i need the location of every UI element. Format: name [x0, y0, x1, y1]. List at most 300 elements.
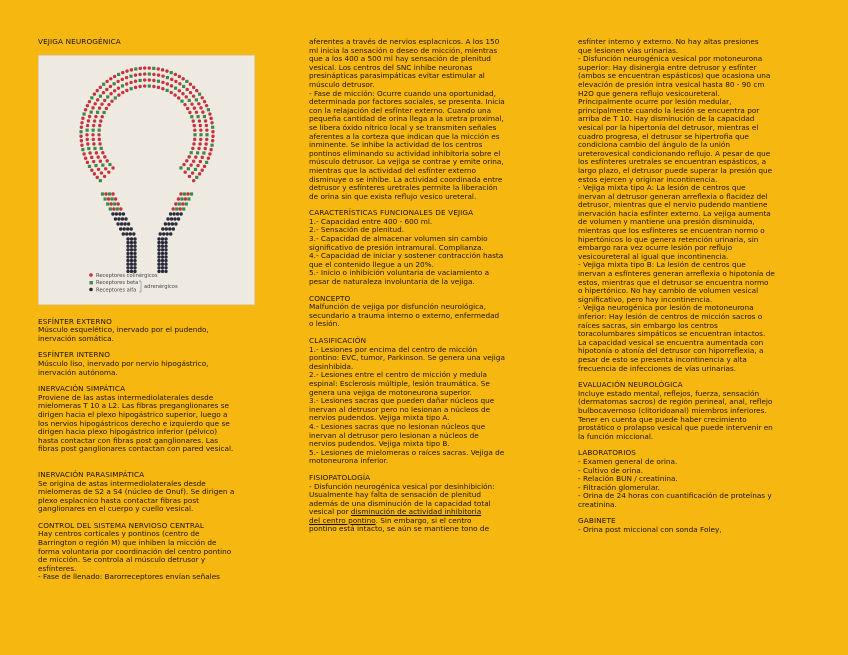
parasimpatica-heading: INERVACIÓN PARASIMPÁTICA — [38, 469, 145, 479]
beta-receptor-dot — [195, 175, 198, 178]
cholinergic-receptor-dot — [174, 202, 177, 205]
cholinergic-receptor-dot — [96, 89, 99, 92]
alpha-receptor-dot — [133, 262, 136, 265]
column-2 — [309, 38, 541, 542]
cholinergic-receptor-dot — [82, 152, 85, 155]
alpha-receptor-dot — [129, 232, 132, 235]
text-line: - Relación BUN / creatinina. — [578, 474, 678, 484]
section-concepto — [309, 295, 541, 329]
text-line: presinápticas parasimpáticas evitar estimular al — [309, 71, 485, 81]
cholinergic-receptor-dot — [148, 78, 151, 81]
cholinergic-receptor-dot — [105, 87, 108, 90]
cholinergic-receptor-dot — [177, 96, 180, 99]
cholinergic-receptor-dot — [85, 133, 88, 136]
text-line: 1.- Capacidad entre 400 - 600 ml. — [309, 216, 433, 226]
beta-receptor-dot — [197, 115, 200, 118]
beta-receptor-dot — [81, 148, 84, 151]
text-line: espinal: Esclerosis múltiple, lesión traumática. Se — [309, 378, 490, 388]
cholinergic-receptor-dot — [105, 159, 108, 162]
cholinergic-receptor-dot — [87, 119, 90, 122]
beta-receptor-dot — [114, 96, 117, 99]
text-line: - Disfunción neurogénica vesical por desinhibición: — [309, 481, 495, 491]
column-3 — [578, 38, 811, 543]
cholinergic-receptor-dot — [195, 89, 198, 92]
beta-receptor-dot — [79, 130, 82, 133]
beta-receptor-dot — [148, 84, 151, 87]
text-line: - Vejiga mixta tipo A: La lesión de centros que — [578, 183, 746, 193]
cholinergic-receptor-dot — [198, 172, 201, 175]
cholinergic-receptor-dot — [199, 137, 202, 140]
beta-receptor-dot — [98, 128, 101, 131]
text-line: superior: Hay disinergia entre detrusor y esfínter — [578, 62, 757, 72]
text-line: 3.- Capacidad de almacenar volumen sin cambio — [309, 234, 488, 244]
clasificacion-heading: CLASIFICACIÓN — [309, 336, 367, 345]
alpha-receptor-dot — [164, 237, 167, 240]
text-line: inervación somática. — [38, 333, 114, 343]
receptor-dots — [79, 66, 214, 273]
cholinergic-receptor-dot — [98, 137, 101, 140]
beta-receptor-dot — [101, 163, 104, 166]
text-line: hipertónicos lo que genera retención urinaria, sin — [578, 234, 759, 244]
cholinergic-receptor-dot — [143, 66, 146, 69]
alpha-receptor-dot — [118, 212, 121, 215]
text-line: - Orina de 24 horas con cuantificación de proteínas y — [578, 491, 772, 501]
cholinergic-receptor-dot — [207, 156, 210, 159]
text-line: con la relajación del esfínter externo. Cuando una — [309, 105, 492, 115]
cholinergic-receptor-dot — [189, 82, 192, 85]
text-line: dirigen hacia el plexo hipogástrico superior, luego a — [38, 409, 228, 419]
cholinergic-receptor-dot — [80, 139, 83, 142]
cholinergic-receptor-dot — [92, 142, 95, 145]
cholinergic-receptor-dot — [200, 168, 203, 171]
beta-receptor-dot — [190, 151, 193, 154]
alpha-receptor-dot — [125, 232, 128, 235]
cholinergic-receptor-dot — [99, 85, 102, 88]
beta-receptor-dot — [183, 192, 186, 195]
text-line: significativo, pero hay incontinencia. — [578, 294, 713, 304]
cholinergic-receptor-dot — [97, 155, 100, 158]
alpha-receptor-dot — [122, 212, 125, 215]
beta-receptor-dot — [99, 179, 102, 182]
cholinergic-receptor-dot — [80, 121, 83, 124]
cholinergic-receptor-dot — [143, 84, 146, 87]
cholinergic-receptor-dot — [109, 77, 112, 80]
alpha-receptor-dot — [130, 258, 133, 261]
text-line: dirigen hacia plexo hipogástrico inferior (pélvico) — [38, 427, 218, 437]
laboratorios-heading: LABORATORIOS — [578, 448, 637, 458]
text-line: de orina sin que exista reflujo vesico ureteral. — [309, 191, 477, 201]
cholinergic-receptor-dot — [94, 114, 97, 117]
alpha-receptor-dot — [168, 227, 171, 230]
text-line: 2.- Sensación de plenitud. — [309, 225, 405, 235]
cholinergic-receptor-dot — [88, 100, 91, 103]
cholinergic-receptor-dot — [86, 137, 89, 140]
evaluacion-heading: EVALUACIÓN NEUROLÓGICA — [578, 380, 683, 390]
cholinergic-receptor-dot — [193, 137, 196, 140]
cholinergic-receptor-dot — [88, 114, 91, 117]
section-esfinter-externo — [38, 318, 272, 344]
text-line: vesical. Los centros del SNC inhibe neuronas — [309, 62, 473, 72]
section-esfinter-interno — [38, 351, 272, 377]
text-line: frecuencia de infecciones de vías urinarias. — [578, 363, 737, 373]
beta-receptor-dot — [111, 197, 114, 200]
alpha-receptor-dot — [169, 212, 172, 215]
alpha-receptor-dot — [161, 248, 164, 251]
alpha-receptor-dot — [164, 269, 167, 272]
cholinergic-receptor-dot — [188, 174, 191, 177]
alpha-receptor-dot — [130, 255, 133, 258]
cholinergic-receptor-dot — [121, 90, 124, 93]
cholinergic-receptor-dot — [194, 155, 197, 158]
alpha-receptor-dot — [116, 222, 119, 225]
cholinergic-receptor-dot — [198, 119, 201, 122]
beta-receptor-dot — [130, 87, 133, 90]
cholinergic-receptor-dot — [183, 103, 186, 106]
beta-receptor-dot — [92, 128, 95, 131]
alpha-receptor-dot — [157, 255, 160, 258]
alpha-receptor-dot — [124, 217, 127, 220]
cholinergic-receptor-dot — [105, 79, 108, 82]
beta-receptor-dot — [187, 197, 190, 200]
cholinergic-receptor-dot — [113, 89, 116, 92]
cholinergic-receptor-dot — [91, 106, 94, 109]
alpha-receptor-dot — [133, 258, 136, 261]
beta-receptor-dot — [113, 202, 116, 205]
text-line: inervación hacia esfínter externo. La vejiga aumenta — [578, 208, 771, 218]
text-line: esfínter interno y externo. No hay altas presiones — [578, 37, 759, 46]
alpha-receptor-dot — [166, 232, 169, 235]
text-line: principalmente cuando la lesión se encuentra por — [578, 105, 760, 115]
text-line: (dermatomas sacros) de región perineal, anal, reflejo — [578, 397, 773, 407]
cholinergic-legend-icon — [89, 273, 93, 277]
section-laboratorios — [578, 449, 811, 509]
text-line: Malfunción de vejiga por disfunción neurológica, — [309, 302, 486, 312]
section-disfunciones — [578, 38, 811, 373]
alpha-receptor-dot — [126, 244, 129, 247]
cholinergic-receptor-dot — [199, 159, 202, 162]
text-line: determinada por factores sociales, se presenta. Inicia — [309, 97, 505, 107]
text-line: detrusor, mientras que el nervio pudendo mantiene — [578, 200, 768, 210]
text-line: inervan al detrusor pero lesionan a núcleos de — [309, 430, 479, 440]
text-line: 2.- Lesiones entre el centro de micción y medula — [309, 370, 487, 380]
cholinergic-receptor-dot — [185, 87, 188, 90]
beta-receptor-dot — [109, 207, 112, 210]
document-title: VEJIGA NEUROGÉNICA — [38, 37, 121, 46]
alpha-receptor-dot — [117, 217, 120, 220]
cholinergic-receptor-dot — [93, 172, 96, 175]
text-line: vesicoureteral al igual que incontinencia. — [578, 251, 729, 261]
alpha-receptor-dot — [133, 251, 136, 254]
text-line: - Vejiga neurogénica por lesión de motoneurona — [578, 303, 754, 313]
beta-receptor-dot — [148, 72, 151, 75]
text-line: pesar de esto se presenta incontinencia y alta — [578, 354, 747, 364]
text-line: aferentes a través de nervios esplacnicos. A los 150 — [309, 37, 500, 46]
cholinergic-receptor-dot — [193, 106, 196, 109]
cholinergic-receptor-dot — [184, 197, 187, 200]
cholinergic-receptor-dot — [204, 142, 207, 145]
alpha-receptor-dot — [161, 240, 164, 243]
alpha-receptor-dot — [133, 240, 136, 243]
alpha-receptor-dot — [126, 255, 129, 258]
text-line: - Fase de micción: Ocurre cuando una oportunidad, — [309, 88, 496, 98]
text-line: hipotonía o atonía del detrusor con hiporreflexia, a — [578, 346, 764, 356]
bladder-receptor-diagram — [38, 55, 255, 305]
cholinergic-receptor-dot — [138, 84, 141, 87]
cholinergic-receptor-dot — [111, 192, 114, 195]
beta-receptor-dot — [185, 79, 188, 82]
text-line: estos, mientras que el detrusor se encuentra normo — [578, 277, 769, 287]
alpha-receptor-dot — [122, 232, 125, 235]
alpha-receptor-dot — [164, 222, 167, 225]
beta-receptor-dot — [152, 66, 155, 69]
cholinergic-receptor-dot — [101, 115, 104, 118]
text-line: los nervios hipogástricos derecho e izquierdo que se — [38, 418, 230, 428]
cholinergic-receptor-dot — [125, 82, 128, 85]
cholinergic-receptor-dot — [134, 73, 137, 76]
beta-receptor-dot — [174, 86, 177, 89]
cholinergic-receptor-dot — [192, 85, 195, 88]
cholinergic-receptor-dot — [186, 192, 189, 195]
alpha-receptor-dot — [169, 232, 172, 235]
cholinergic-receptor-dot — [103, 98, 106, 101]
text-line: vesical por la hipertonía del detrusor, mientras el — [578, 122, 759, 132]
section-fases — [309, 38, 541, 201]
cholinergic-receptor-dot — [189, 91, 192, 94]
beta-receptor-dot — [202, 151, 205, 154]
alpha-receptor-dot — [133, 266, 136, 269]
beta-receptor-dot — [203, 114, 206, 117]
alpha-legend-icon — [89, 287, 93, 291]
cholinergic-receptor-dot — [125, 69, 128, 72]
text-line: 1.- Lesiones por encima del centro de micción — [309, 344, 478, 354]
beta-receptor-dot — [100, 146, 103, 149]
text-line: que lesionen vías urinarias. — [578, 45, 679, 55]
alpha-receptor-dot — [123, 227, 126, 230]
alpha-receptor-dot — [176, 212, 179, 215]
cholinergic-receptor-dot — [185, 95, 188, 98]
cholinergic-receptor-dot — [100, 102, 103, 105]
beta-receptor-dot — [170, 71, 173, 74]
cholinergic-receptor-dot — [152, 78, 155, 81]
alpha-receptor-dot — [157, 262, 160, 265]
cholinergic-receptor-dot — [129, 80, 132, 83]
cholinergic-receptor-dot — [208, 112, 211, 115]
text-line: creatinina. — [578, 499, 617, 509]
text-line: - Vejiga mixta tipo B: La lesión de centros que — [578, 260, 746, 270]
cholinergic-receptor-dot — [181, 92, 184, 95]
cholinergic-receptor-dot — [103, 174, 106, 177]
cholinergic-receptor-dot — [98, 142, 101, 145]
alpha-receptor-dot — [172, 212, 175, 215]
alpha-receptor-dot — [171, 222, 174, 225]
text-line: - Examen general de orina. — [578, 456, 678, 466]
text-line: nervios pudendos. Vejiga mixta tipo A. — [309, 413, 450, 423]
text-line: la función miccional. — [578, 431, 654, 441]
esfinter-interno-heading: ESFÍNTER INTERNO — [38, 350, 111, 360]
text-line: (ambos se encuentran espásticos) que ocasiona una — [578, 71, 771, 81]
cholinergic-receptor-dot — [205, 128, 208, 131]
beta-receptor-dot — [106, 95, 109, 98]
cholinergic-receptor-dot — [109, 84, 112, 87]
cholinergic-receptor-dot — [110, 202, 113, 205]
cholinergic-receptor-dot — [161, 74, 164, 77]
alpha-receptor-dot — [121, 217, 124, 220]
cholinergic-receptor-dot — [192, 179, 195, 182]
alpha-receptor-dot — [164, 255, 167, 258]
cholinergic-receptor-dot — [111, 166, 114, 169]
cholinergic-receptor-dot — [211, 139, 214, 142]
text-line: nervios pudendos. Vejiga mixta tipo B. — [309, 439, 450, 449]
section-caracteristicas — [309, 209, 541, 286]
text-line: H2O que genera reflujo vesicoureteral. — [578, 88, 720, 98]
beta-receptor-dot — [121, 84, 124, 87]
simpatica-heading: INERVACIÓN SIMPÁTICA — [38, 384, 126, 394]
cholinergic-receptor-dot — [188, 110, 191, 113]
alpha-receptor-dot — [133, 248, 136, 251]
beta-receptor-dot — [104, 197, 107, 200]
cholinergic-receptor-dot — [130, 68, 133, 71]
cholinergic-receptor-dot — [179, 207, 182, 210]
text-line: o hipertónico. No hay cambio de volumen vesical — [578, 286, 759, 296]
beta-receptor-dot — [182, 84, 185, 87]
alpha-receptor-dot — [165, 227, 168, 230]
section-control-snc — [38, 522, 272, 582]
cholinergic-receptor-dot — [200, 96, 203, 99]
cholinergic-receptor-dot — [91, 133, 94, 136]
cholinergic-receptor-dot — [99, 159, 102, 162]
cholinergic-receptor-dot — [93, 92, 96, 95]
cholinergic-receptor-dot — [201, 110, 204, 113]
cholinergic-receptor-dot — [96, 98, 99, 101]
beta-receptor-dot — [157, 79, 160, 82]
cholinergic-receptor-dot — [205, 137, 208, 140]
cholinergic-receptor-dot — [161, 87, 164, 90]
legend-alpha: Receptores alfa — [96, 287, 137, 294]
cholinergic-receptor-dot — [187, 155, 190, 158]
text-line: Se origina de astas intermediolaterales desde — [38, 478, 206, 488]
cholinergic-receptor-dot — [183, 170, 186, 173]
alpha-receptor-dot — [159, 232, 162, 235]
cholinergic-receptor-dot — [157, 67, 160, 70]
cholinergic-receptor-dot — [174, 79, 177, 82]
text-line: fibras post ganglionares contactan con pared vesical. — [38, 444, 234, 454]
text-line: Principalmente ocurre por lesión medular, — [578, 97, 732, 107]
cholinergic-receptor-dot — [86, 142, 89, 145]
text-line: aferentes a la corteza que indican que la micción es — [309, 131, 500, 141]
cholinergic-receptor-dot — [143, 72, 146, 75]
alpha-receptor-dot — [126, 240, 129, 243]
text-line: mielomeras de S2 a S4 (núcleo de Onuf). Se dirigen a — [38, 487, 235, 497]
cholinergic-receptor-dot — [197, 146, 200, 149]
cholinergic-receptor-dot — [109, 92, 112, 95]
text-line: 5.- Lesiones de mielomeras o raíces sacras. Vejiga de — [309, 447, 505, 457]
alpha-receptor-dot — [164, 240, 167, 243]
alpha-receptor-dot — [164, 244, 167, 247]
text-line: 3.- Lesiones sacras que pueden dañar núcleos que — [309, 396, 495, 406]
cholinergic-receptor-dot — [178, 74, 181, 77]
beta-receptor-dot — [190, 115, 193, 118]
text-line: significativo de presión intramural. Complianza. — [309, 242, 484, 252]
section-evaluacion — [578, 381, 811, 441]
text-line: prostático o prolapso vesical que puede intervenir en — [578, 423, 773, 433]
text-line-underlined: del centro pontino. Sin embargo, si el centro — [309, 515, 472, 525]
cholinergic-receptor-dot — [97, 133, 100, 136]
text-line: pequeña cantidad de orina llega a la uretra proximal, — [309, 114, 504, 124]
beta-receptor-dot — [182, 207, 185, 210]
legend-cholinergic: Receptores colinérgicos — [96, 272, 158, 279]
cholinergic-receptor-dot — [93, 119, 96, 122]
cholinergic-receptor-dot — [125, 75, 128, 78]
alpha-receptor-dot — [111, 212, 114, 215]
cholinergic-receptor-dot — [138, 72, 141, 75]
cholinergic-receptor-dot — [204, 119, 207, 122]
alpha-receptor-dot — [126, 237, 129, 240]
alpha-receptor-dot — [161, 258, 164, 261]
cholinergic-receptor-dot — [134, 79, 137, 82]
concepto-heading: CONCEPTO — [309, 293, 351, 303]
section-simpatica — [38, 385, 272, 454]
text-line: Tener en cuenta que puede haber crecimiento — [578, 414, 747, 424]
text-line: Músculo liso, inervado por nervio hipogástrico, — [38, 358, 209, 368]
beta-receptor-dot — [108, 163, 111, 166]
section-fisiopatologia — [309, 474, 541, 534]
alpha-receptor-dot — [179, 212, 182, 215]
beta-legend-icon — [90, 281, 93, 284]
cholinergic-receptor-dot — [210, 121, 213, 124]
legend-brace — [139, 281, 141, 292]
alpha-receptor-dot — [130, 240, 133, 243]
beta-receptor-dot — [195, 98, 198, 101]
cholinergic-receptor-dot — [172, 207, 175, 210]
cholinergic-receptor-dot — [157, 85, 160, 88]
alpha-receptor-dot — [119, 227, 122, 230]
alpha-receptor-dot — [130, 251, 133, 254]
alpha-receptor-dot — [170, 217, 173, 220]
text-line: toracolumbares simpáticos se encuentran intactos. — [578, 329, 766, 339]
beta-receptor-dot — [198, 92, 201, 95]
cholinergic-receptor-dot — [191, 171, 194, 174]
text-line: Usualmente hay falta de sensación de plenitud — [309, 490, 482, 500]
cholinergic-receptor-dot — [174, 72, 177, 75]
alpha-receptor-dot — [164, 248, 167, 251]
beta-receptor-dot — [113, 82, 116, 85]
control-heading: CONTROL DEL SISTEMA NERVIOSO CENTRAL — [38, 520, 205, 530]
beta-receptor-dot — [138, 78, 141, 81]
text-line: genera una vejiga de motoneurona superior. — [309, 387, 472, 397]
text-line: ml inicia la sensación o deseo de micción, mientras — [309, 45, 498, 55]
text-line: 4.- Capacidad de iniciar y sostener contracción hasta — [309, 251, 504, 261]
text-line: detrusor y esfínteres uretrales permite la liberación — [309, 183, 498, 193]
beta-receptor-dot — [193, 133, 196, 136]
text-line: músculo detrusor. La vejiga se contrae y emite orina, — [309, 157, 504, 167]
text-line: mientras que la actividad del esfínter externo — [309, 165, 476, 175]
alpha-receptor-dot — [133, 255, 136, 258]
text-line: Músculo esquelético, inervado por el pudendo, — [38, 325, 209, 335]
text-line: de volumen y mantiene una presión disminuida, — [578, 217, 755, 227]
beta-receptor-dot — [180, 197, 183, 200]
text-line: esfínteres. — [38, 563, 77, 573]
cholinergic-receptor-dot — [113, 74, 116, 77]
text-line: hasta contactar con fibras post ganglionares. Las — [38, 435, 219, 445]
cholinergic-receptor-dot — [80, 125, 83, 128]
text-line: inervación autónoma. — [38, 367, 118, 377]
cholinergic-receptor-dot — [197, 102, 200, 105]
cholinergic-receptor-dot — [84, 108, 87, 111]
text-line: pontino: EVC, tumor, Parkinson. Se genera una vejiga — [309, 353, 505, 363]
cholinergic-receptor-dot — [114, 197, 117, 200]
text-line: ganglionares en el cuerpo y cuello vesical. — [38, 504, 194, 514]
text-line: 4.- Lesiones sacras que no lesionan núcleos que — [309, 421, 486, 431]
